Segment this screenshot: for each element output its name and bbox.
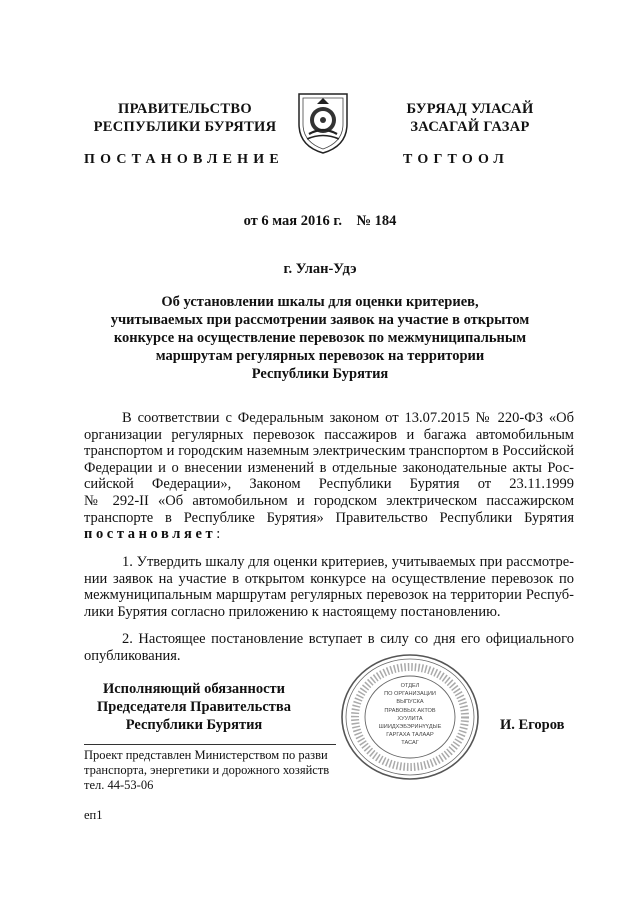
decree-line [84, 526, 574, 543]
preamble-line: транспорте в Республике Бурятия» Правительство Республики Бурятия [84, 509, 574, 526]
footer-line2: транспорта, энергетики и дорожного хозяйств [84, 763, 330, 777]
preamble-line: организации регулярных перевозок пассажиров и багажа автомобильным [84, 426, 574, 443]
header-right-org [355, 100, 585, 136]
signature-line1: Исполняющий обязанности [102, 681, 286, 697]
item-1-line: межмуниципальным маршрутам регулярных перевозок на территории Респуб- [84, 587, 574, 604]
item-1-line: 1. Утвердить шкалу для оценки критериев, учитываемых при рассмотре- [122, 554, 574, 570]
signature-line2: Председателя Правительства [97, 699, 291, 715]
preamble-paragraph [84, 410, 574, 543]
footer-divider [84, 744, 336, 745]
item-2-line: 2. Настоящее постановление вступает в силу со дня его официального [122, 631, 574, 647]
header-left-line2: РЕСПУБЛИКИ БУРЯТИЯ [93, 119, 277, 135]
preamble-line: сийской Федерации», Законом Республики Бурятия от 23.11.1999 [84, 476, 574, 493]
item-1-paragraph [84, 554, 574, 620]
item-2-line: опубликования. [84, 647, 181, 664]
footer-note [84, 748, 344, 793]
signature-line3: Республики Бурятия [125, 717, 263, 733]
stamp-inner-text [370, 682, 450, 748]
signature-title [84, 680, 304, 734]
preamble-line: транспортом и городским наземным электрическим транспортом в Российской [84, 443, 574, 460]
footer-code: еп1 [84, 808, 103, 822]
header-left-line1: ПРАВИТЕЛЬСТВО [118, 101, 252, 117]
stamp-line: ВЫПУСКА [396, 699, 424, 706]
header-left-org [70, 100, 300, 136]
footer-line3: тел. 44-53-06 [84, 778, 154, 792]
stamp-line: ТАСАГ [401, 740, 419, 747]
footer-line1: Проект представлен Министерством по разви [84, 748, 328, 762]
stamp-line: ПО ОРГАНИЗАЦИИ [384, 691, 436, 698]
doc-type-left: ПОСТАНОВЛЕНИЕ [84, 152, 284, 167]
signatory-name: И. Егоров [500, 717, 565, 733]
header-right-line1: БУРЯАД УЛАСАЙ [406, 101, 534, 117]
item-1-line: лики Бурятия согласно приложению к настоящему постановлению. [84, 603, 501, 620]
title-line: конкурсе на осуществление перевозок по межмуниципальным [113, 330, 527, 346]
preamble-line: № 292-II «Об автомобильном и городском электрическом пассажирском [84, 492, 574, 509]
title-line: учитываемых при рассмотрении заявок на участие в открытом [110, 312, 530, 328]
preamble-line: Федерации и о внесении изменений в отдельные законодательные акты Рос- [84, 459, 574, 476]
date-number: от 6 мая 2016 г. № 184 [243, 213, 397, 229]
stamp-line: ОТДЕЛ [400, 683, 420, 689]
stamp-line: ПРАВОВЫХ АКТОВ [384, 707, 436, 714]
item-1-line: нии заявок на участие в открытом конкурсе на осуществление перевозок по [84, 570, 574, 587]
title-line: Республики Бурятия [251, 366, 389, 382]
title-line: Об установлении шкалы для оценки критериев, [161, 294, 479, 310]
item-2-paragraph [84, 631, 574, 664]
doc-type-right: ТОГТООЛ [403, 152, 510, 167]
document-title [70, 293, 570, 383]
city: г. Улан-Удэ [283, 261, 357, 277]
stamp-line: ШИИДХЭБЭРИНҮҮДЫЕ [378, 724, 442, 731]
official-stamp [340, 652, 480, 782]
header-right-line2: ЗАСАГАЙ ГАЗАР [410, 119, 530, 135]
stamp-line: ХУУЛИТА [397, 715, 423, 722]
title-line: маршрутам регулярных перевозок на территории [155, 348, 485, 364]
decree-colon: : [216, 526, 221, 543]
stamp-line: ГАРГАХА ТАЛААР [386, 732, 434, 739]
preamble-line: В соответствии с Федеральным законом от 13.07.2015 № 220-ФЗ «Об [122, 410, 574, 426]
coat-of-arms-emblem [295, 90, 351, 156]
decree-word: постановляет [84, 526, 217, 543]
